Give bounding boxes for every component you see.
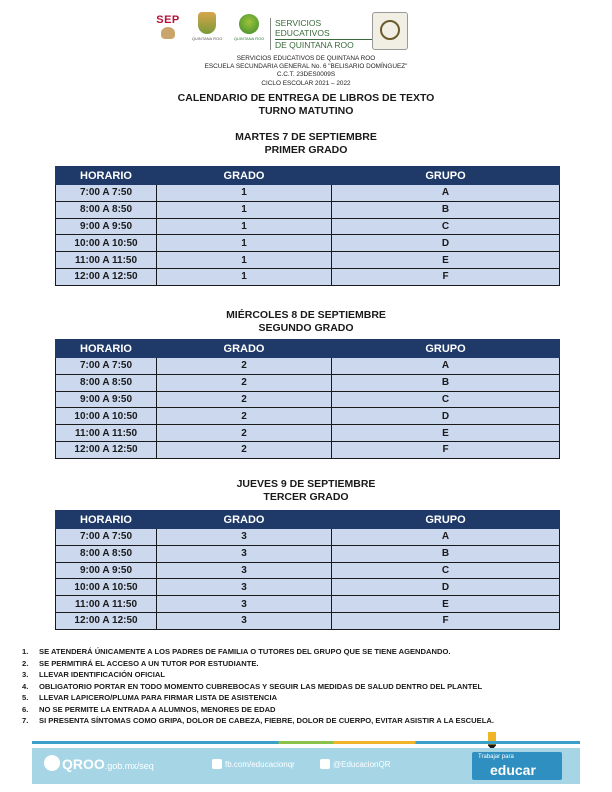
cell-horario: 10:00 A 10:50 [56,235,157,252]
twitter-icon [320,759,330,769]
cell-horario: 7:00 A 7:50 [56,185,157,202]
schedule-table-3 [55,510,560,630]
cell-horario: 11:00 A 11:50 [56,425,157,442]
school-info [0,55,612,88]
table-row [56,596,560,613]
table-row [56,252,560,269]
list-item [22,692,592,704]
cell-horario: 10:00 A 10:50 [56,579,157,596]
shield-icon [198,12,216,34]
cell-grupo: E [332,252,560,269]
list-number: 6. [22,704,29,714]
cell-grado: 3 [157,579,332,596]
tree-icon [239,14,259,34]
cell-grupo: A [332,358,560,375]
section-grade: TERCER GRADO [263,491,349,503]
list-number: 7. [22,716,29,725]
cell-grado: 1 [157,235,332,252]
school-info-line: ESCUELA SECUNDARIA GENERAL No. 6 "BELISARIO DOMÍNGUEZ" [204,63,408,71]
sep-logo [150,14,186,39]
column-header-grupo: GRUPO [332,511,560,529]
list-number: 5. [22,693,29,702]
cell-grupo: B [332,201,560,218]
column-header-grado: GRADO [157,511,332,529]
school-info-line: SERVICIOS EDUCATIVOS DE QUINTANA ROO [236,55,376,62]
cell-grupo: A [332,185,560,202]
list-item [22,646,592,658]
rules-list [22,646,592,727]
table-row [56,201,560,218]
cell-grado: 1 [157,185,332,202]
section-heading-1 [0,131,612,157]
cell-grupo: C [332,218,560,235]
cell-horario: 12:00 A 12:50 [56,612,157,629]
column-header-horario: HORARIO [56,511,157,529]
column-header-grupo: GRUPO [332,167,560,185]
cell-grado: 3 [157,529,332,546]
table-row [56,391,560,408]
schedule-table-1 [55,166,560,286]
cell-grado: 1 [157,268,332,285]
list-item [22,669,592,681]
cell-grado: 3 [157,612,332,629]
qroo-icon [44,755,60,771]
cell-grupo: D [332,235,560,252]
facebook-icon [212,759,222,769]
twitter-link [320,760,390,770]
cell-grupo: E [332,425,560,442]
rule-text: LLEVAR LAPICERO/PLUMA PARA FIRMAR LISTA DE ASISTENCIA [39,693,278,702]
cell-grado: 3 [157,545,332,562]
column-header-grupo: GRUPO [332,340,560,358]
seq-title [270,18,375,50]
cell-grupo: F [332,268,560,285]
table-row [56,408,560,425]
quintana-roo-logo-caption: QUINTANA ROO [191,36,223,41]
list-number: 3. [22,670,29,679]
facebook-text: fb.com/educacionqr [225,760,295,770]
cell-horario: 9:00 A 9:50 [56,391,157,408]
cell-grado: 3 [157,562,332,579]
column-header-grado: GRADO [157,167,332,185]
section-date: JUEVES 9 DE SEPTIEMBRE [236,478,376,490]
footer-stripe [32,741,580,744]
cell-horario: 8:00 A 8:50 [56,201,157,218]
schedule-table-2 [55,339,560,459]
section-heading-3 [0,478,612,504]
table-row [56,612,560,629]
list-number: 4. [22,681,29,691]
section-date: MIÉRCOLES 8 DE SEPTIEMBRE [226,309,386,321]
educar-big-text: educar [490,762,536,778]
qroo-logo [44,756,154,773]
cell-horario: 8:00 A 8:50 [56,545,157,562]
school-info-line: CICLO ESCOLAR 2021 – 2022 [261,79,351,87]
section-date: MARTES 7 DE SEPTIEMBRE [235,131,377,143]
table-header-row [56,340,560,358]
cell-grupo: C [332,562,560,579]
document-title [0,92,612,118]
seq-tree-logo [232,12,266,52]
table-row [56,529,560,546]
cell-grupo: E [332,596,560,613]
table-row [56,235,560,252]
table-header-row [56,167,560,185]
school-info-line: C.C.T. 23DES0009S [276,71,336,79]
table-row [56,579,560,596]
table-row [56,358,560,375]
rule-text: SE PERMITIRÁ EL ACCESO A UN TUTOR POR ESTUDIANTE. [39,658,259,668]
school-emblem-icon [380,20,400,40]
quintana-roo-logo [190,12,224,52]
cell-horario: 12:00 A 12:50 [56,441,157,458]
list-item [22,704,592,716]
table-row [56,562,560,579]
seq-logo-caption: QUINTANA ROO [233,36,265,41]
section-heading-2 [0,309,612,335]
facebook-link [212,760,295,770]
cell-horario: 7:00 A 7:50 [56,529,157,546]
section-grade: SEGUNDO GRADO [258,322,354,334]
rule-text: SI PRESENTA SÍNTOMAS COMO GRIPA, DOLOR DE CABEZA, FIEBRE, DOLOR DE CUERPO, EVITAR ASISTIR A LA ESCUELA. [39,716,494,725]
cell-grupo: B [332,374,560,391]
qroo-text: QROO [62,756,105,772]
column-header-horario: HORARIO [56,167,157,185]
educar-logo [472,752,562,780]
cell-horario: 12:00 A 12:50 [56,268,157,285]
cell-grado: 1 [157,201,332,218]
table-row [56,374,560,391]
cell-grado: 2 [157,441,332,458]
cell-grado: 2 [157,358,332,375]
cell-grado: 2 [157,425,332,442]
cell-horario: 7:00 A 7:50 [56,358,157,375]
list-item [22,715,592,727]
table-header-row [56,511,560,529]
cell-grupo: F [332,441,560,458]
cell-grado: 2 [157,391,332,408]
section-grade: PRIMER GRADO [264,144,348,156]
column-header-horario: HORARIO [56,340,157,358]
cell-grupo: F [332,612,560,629]
qroo-domain: .gob.mx/seq [104,761,154,771]
rule-text: LLEVAR IDENTIFICACIÓN OFICIAL [39,670,165,679]
rule-text: OBLIGATORIO PORTAR EN TODO MOMENTO CUBREBOCAS Y SEGUIR LAS MEDIDAS DE SALUD DENTRO DEL PLANTEL [39,681,483,691]
cell-grupo: D [332,408,560,425]
cell-horario: 10:00 A 10:50 [56,408,157,425]
document-title-line2: TURNO MATUTINO [258,105,354,117]
table-row [56,545,560,562]
cell-grupo: C [332,391,560,408]
school-logo [372,12,408,50]
column-header-grado: GRADO [157,340,332,358]
seq-title-line2: DE QUINTANA ROO [275,39,375,50]
list-item [22,681,592,693]
sep-logo-text: SEP [156,14,180,26]
cell-horario: 9:00 A 9:50 [56,218,157,235]
cell-horario: 9:00 A 9:50 [56,562,157,579]
seq-title-line1: SERVICIOS EDUCATIVOS [275,18,330,38]
cell-horario: 11:00 A 11:50 [56,252,157,269]
table-row [56,268,560,285]
cell-grupo: B [332,545,560,562]
header-logos [0,12,612,54]
list-item [22,658,592,670]
educar-small-text: Trabajar para [478,754,514,760]
list-number: 1. [22,647,29,656]
cell-grado: 3 [157,596,332,613]
rule-text: SE ATENDERÁ ÚNICAMENTE A LOS PADRES DE FAMILIA O TUTORES DEL GRUPO QUE SE TIENE AGENDANDO. [39,647,451,656]
footer-banner [32,748,580,784]
cell-grado: 2 [157,408,332,425]
table-row [56,425,560,442]
cell-grupo: D [332,579,560,596]
cell-horario: 8:00 A 8:50 [56,374,157,391]
twitter-text: @EducacionQR [333,760,391,770]
document-title-line1: CALENDARIO DE ENTREGA DE LIBROS DE TEXTO [177,92,435,104]
list-number: 2. [22,658,29,668]
table-row [56,218,560,235]
cell-grado: 1 [157,218,332,235]
table-row [56,185,560,202]
eagle-icon [161,27,175,39]
cell-horario: 11:00 A 11:50 [56,596,157,613]
cell-grupo: A [332,529,560,546]
cell-grado: 1 [157,252,332,269]
table-row [56,441,560,458]
cell-grado: 2 [157,374,332,391]
rule-text: NO SE PERMITE LA ENTRADA A ALUMNOS, MENORES DE EDAD [39,704,276,714]
